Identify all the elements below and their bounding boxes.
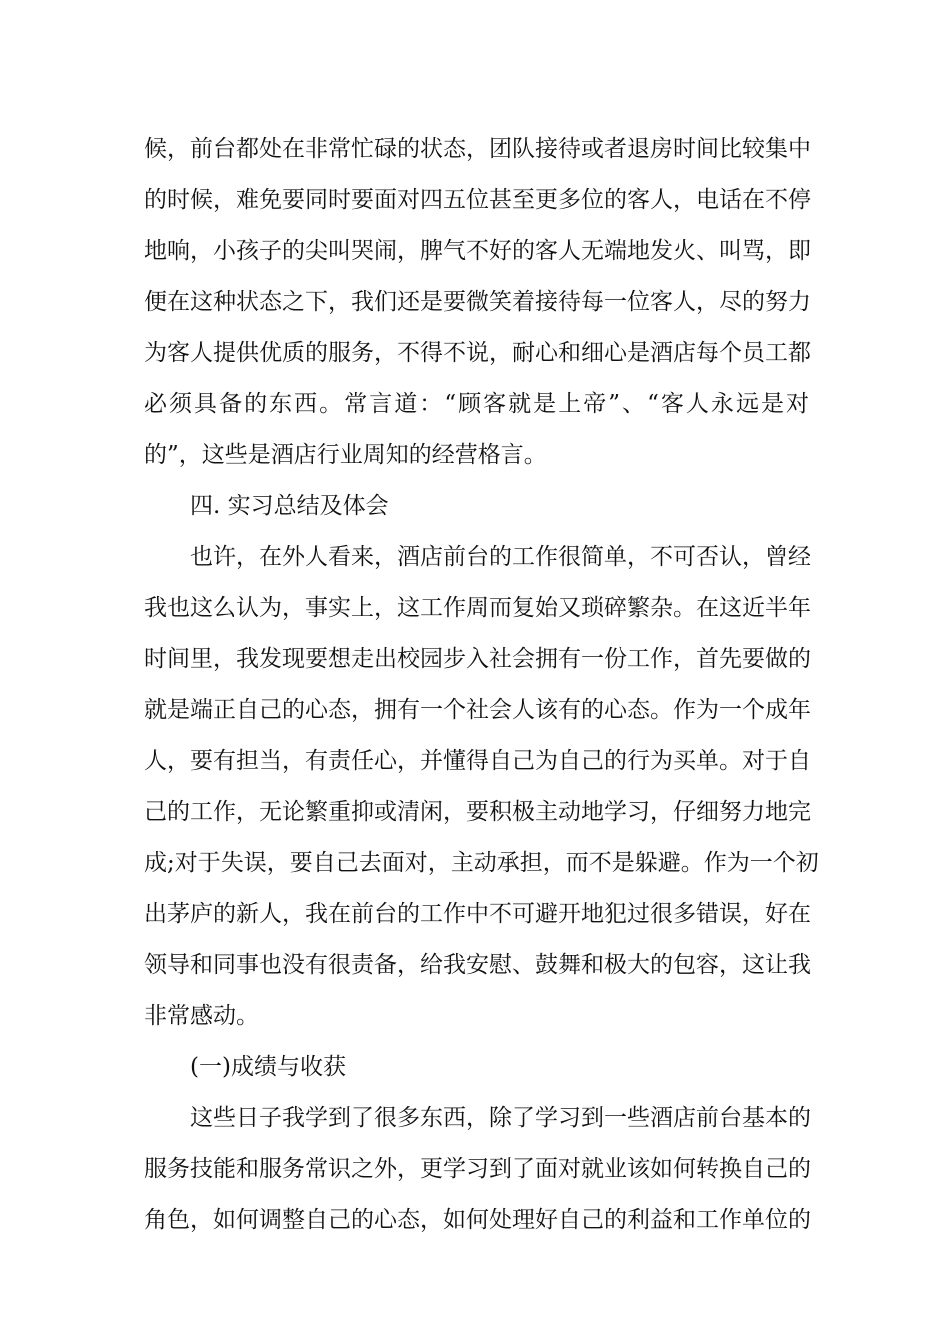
section-heading-4: 四. 实习总结及体会 [190,493,389,519]
paragraph-2-line-6: 己的工作，无论繁重抑或清闲，要积极主动地学习，仔细努力地完 [144,799,811,825]
paragraph-2-line-5: 人，要有担当，有责任心，并懂得自己为自己的行为买单。对于自 [144,748,811,774]
paragraph-2-line-1: 也许，在外人看来，酒店前台的工作很简单，不可否认，曾经 [190,544,811,570]
paragraph-1-line-7: 的”，这些是酒店行业周知的经营格言。 [144,442,547,468]
paragraph-2-line-2: 我也这么认为，事实上，这工作周而复始又琐碎繁杂。在这近半年 [144,595,811,621]
paragraph-3-line-3: 角色，如何调整自己的心态，如何处理好自己的利益和工作单位的 [144,1207,811,1233]
paragraph-1-line-4: 便在这种状态之下，我们还是要微笑着接待每一位客人，尽的努力 [144,289,811,315]
paragraph-1-line-5: 为客人提供优质的服务，不得不说，耐心和细心是酒店每个员工都 [144,340,811,366]
paragraph-3-line-2: 服务技能和服务常识之外，更学习到了面对就业该如何转换自己的 [144,1156,811,1182]
paragraph-2-line-3: 时间里，我发现要想走出校园步入社会拥有一份工作，首先要做的 [144,646,811,672]
paragraph-2-line-10: 非常感动。 [144,1003,259,1029]
paragraph-2-line-8: 出茅庐的新人，我在前台的工作中不可避开地犯过很多错误，好在 [144,901,811,927]
paragraph-3-line-1: 这些日子我学到了很多东西，除了学习到一些酒店前台基本的 [190,1105,811,1131]
paragraph-2-line-7: 成;对于失误，要自己去面对，主动承担，而不是躲避。作为一个初 [144,850,819,876]
subheading-achievements: (一)成绩与收获 [190,1054,346,1080]
paragraph-2-line-4: 就是端正自己的心态，拥有一个社会人该有的心态。作为一个成年 [144,697,811,723]
paragraph-1-line-2: 的时候，难免要同时要面对四五位甚至更多位的客人，电话在不停 [144,187,811,213]
paragraph-1-line-1: 候，前台都处在非常忙碌的状态，团队接待或者退房时间比较集中 [144,136,811,162]
paragraph-1-line-3: 地响，小孩子的尖叫哭闹，脾气不好的客人无端地发火、叫骂，即 [144,238,811,264]
paragraph-1-line-6: 必须具备的东西。常言道：“顾客就是上帝”、“客人永远是对 [144,391,809,417]
paragraph-2-line-9: 领导和同事也没有很责备，给我安慰、鼓舞和极大的包容，这让我 [144,952,811,978]
